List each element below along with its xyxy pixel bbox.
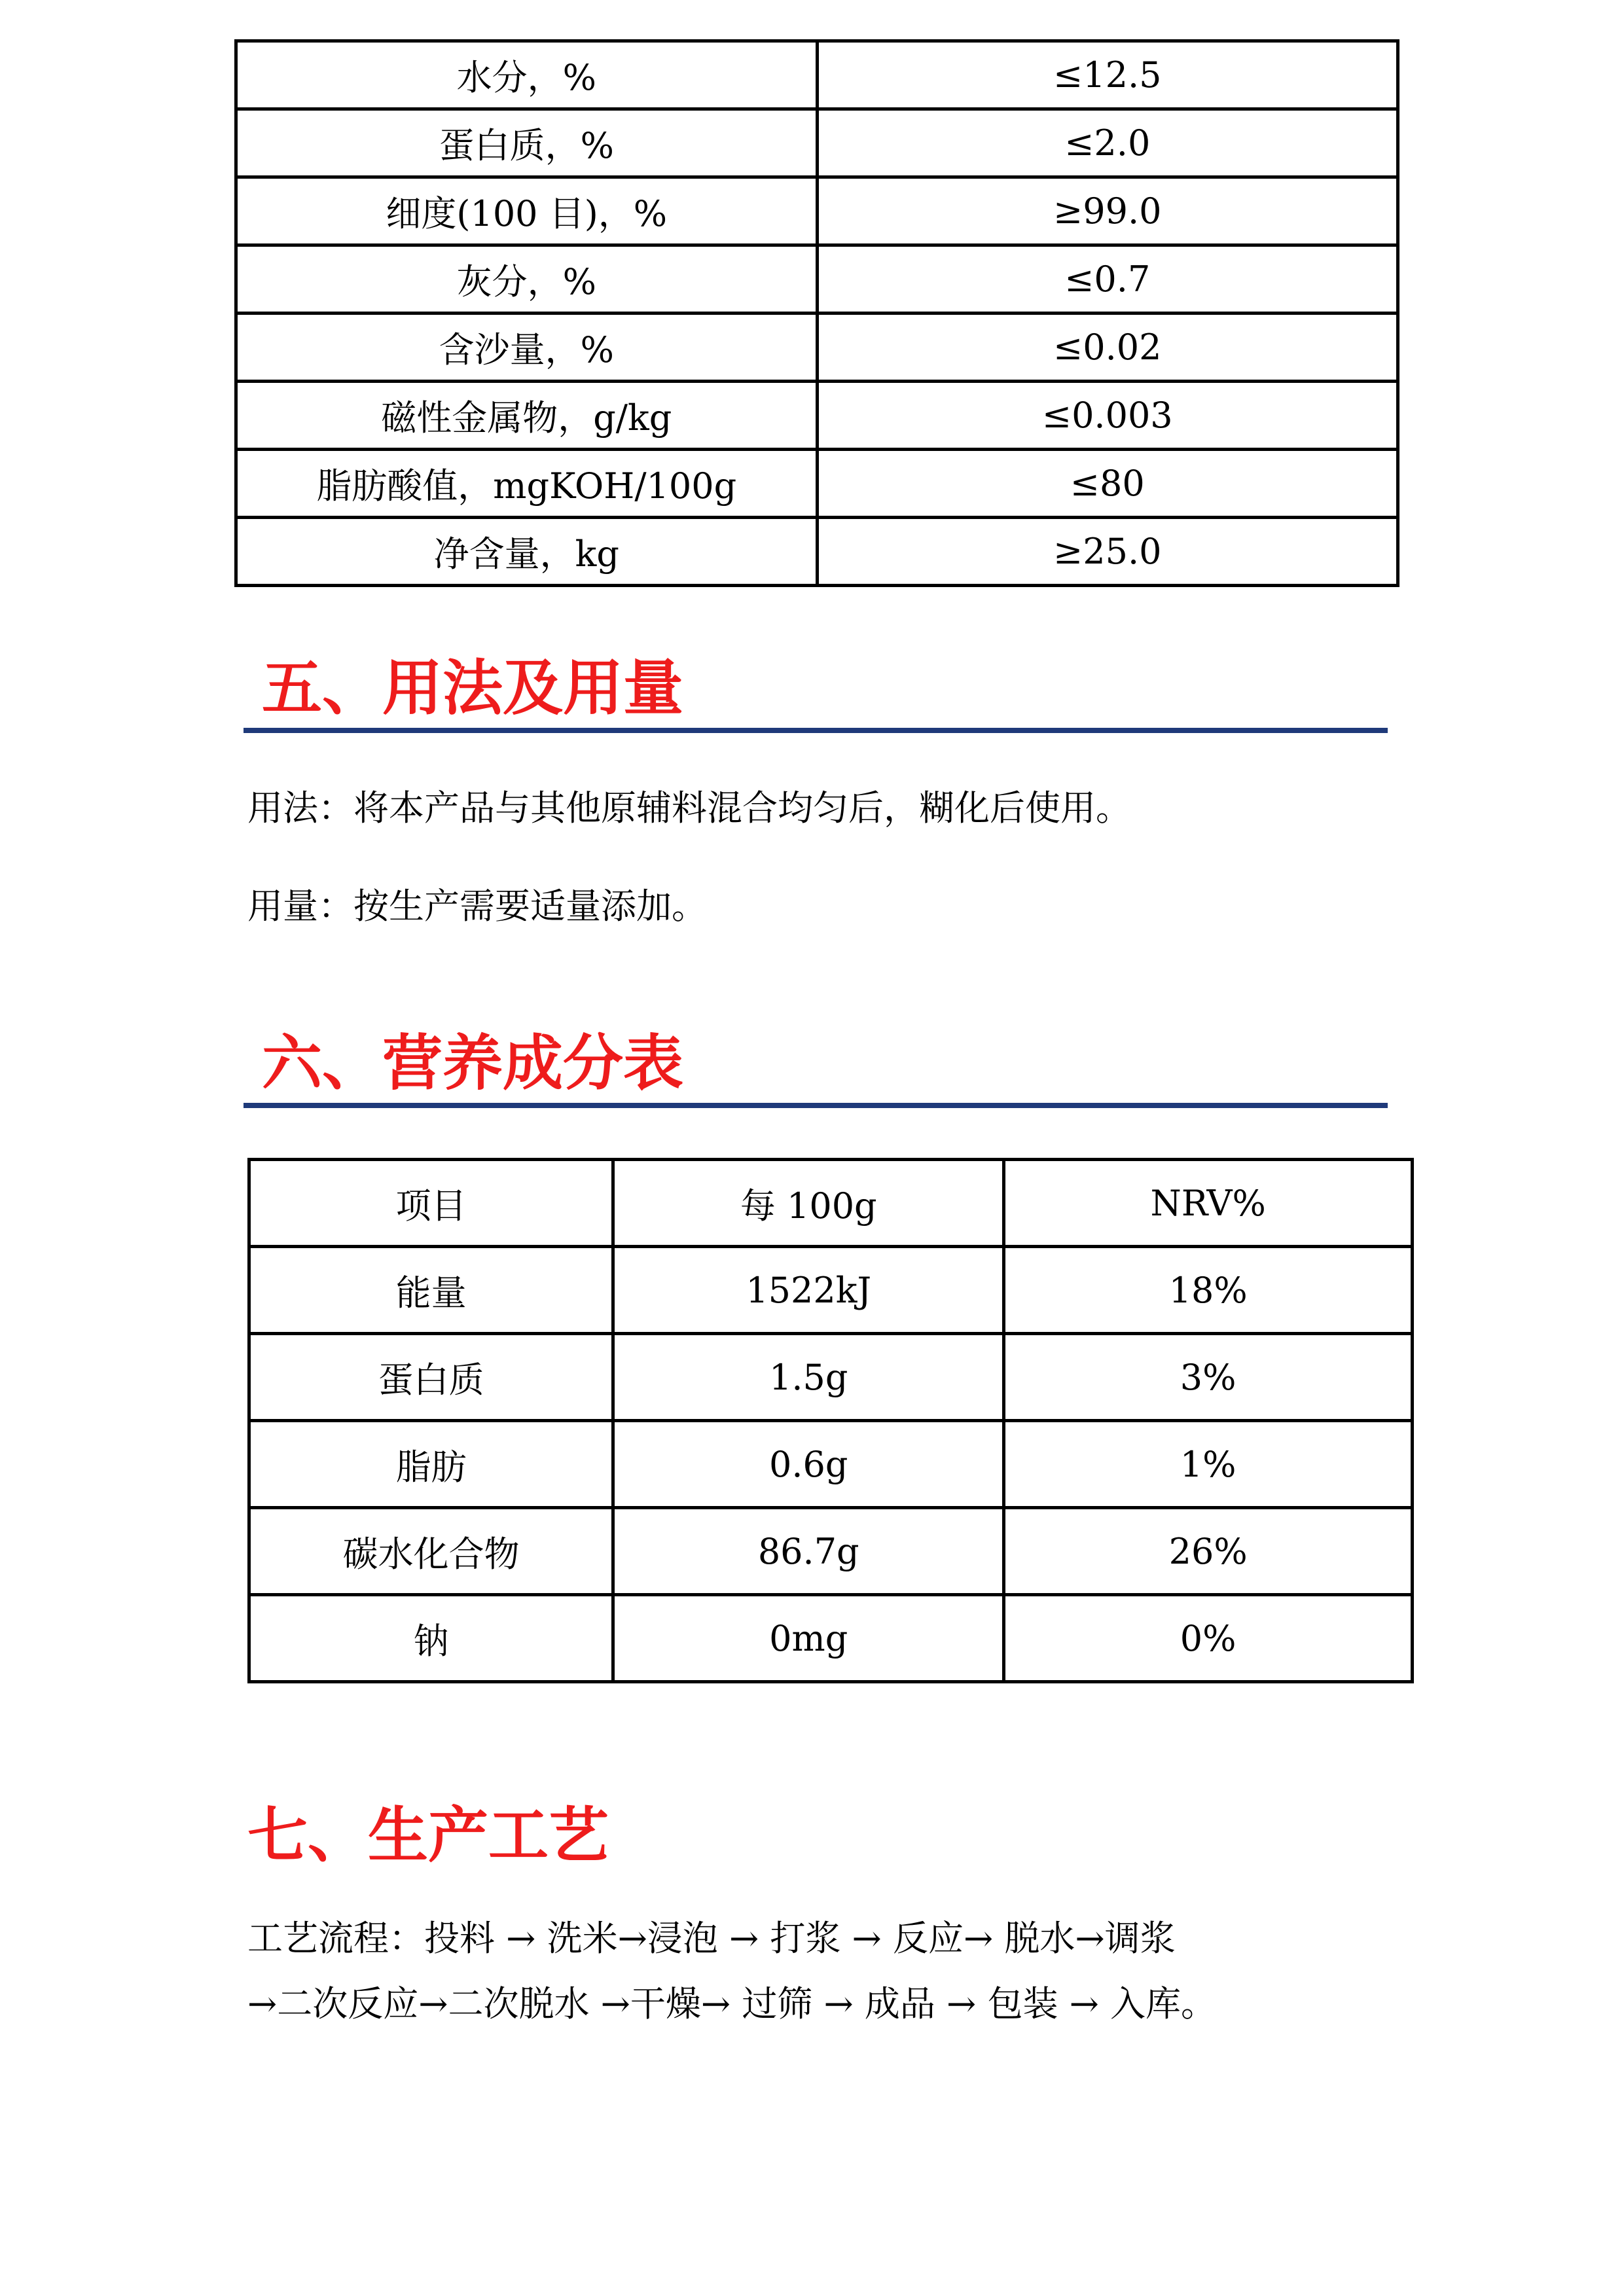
section-divider	[244, 728, 1388, 733]
nutrient-amount: 1522kJ	[613, 1247, 1004, 1334]
spec-item: 磁性金属物，g/kg	[236, 382, 818, 450]
table-row	[249, 1595, 1413, 1682]
nutrient-amount: 0mg	[613, 1595, 1004, 1682]
table-row	[236, 518, 1398, 586]
spec-value: ≤80	[817, 450, 1398, 518]
nutrition-table	[247, 1158, 1414, 1683]
table-row	[236, 41, 1398, 109]
spec-value: ≤2.0	[817, 109, 1398, 177]
table-row	[249, 1247, 1413, 1334]
section-title-usage: 五、用法及用量	[262, 653, 684, 723]
spec-item: 细度(100 目)，%	[236, 177, 818, 245]
section-divider	[244, 1103, 1388, 1108]
table-row	[236, 245, 1398, 314]
spec-value: ≥99.0	[817, 177, 1398, 245]
nutrient-amount: 0.6g	[613, 1421, 1004, 1508]
spec-item: 蛋白质，%	[236, 109, 818, 177]
table-row	[236, 314, 1398, 382]
dosage-text: 用量：按生产需要适量添加。	[247, 886, 707, 927]
column-header: NRV%	[1004, 1160, 1413, 1247]
spec-item: 水分，%	[236, 41, 818, 109]
usage-text: 用法：将本产品与其他原辅料混合均匀后，糊化后使用。	[247, 787, 1131, 829]
spec-value: ≤12.5	[817, 41, 1398, 109]
spec-value: ≤0.02	[817, 314, 1398, 382]
spec-item: 含沙量，%	[236, 314, 818, 382]
process-flow-line-1: 工艺流程：投料 → 洗米→浸泡 → 打浆 → 反应→ 脱水→调浆	[247, 1918, 1176, 1959]
table-row	[236, 382, 1398, 450]
nutrient-name: 钠	[249, 1595, 613, 1682]
column-header: 每 100g	[613, 1160, 1004, 1247]
nutrient-name: 能量	[249, 1247, 613, 1334]
nutrient-amount: 1.5g	[613, 1334, 1004, 1421]
nutrient-nrv: 18%	[1004, 1247, 1413, 1334]
table-row	[236, 450, 1398, 518]
table-row	[249, 1421, 1413, 1508]
nutrient-name: 脂肪	[249, 1421, 613, 1508]
nutrient-nrv: 3%	[1004, 1334, 1413, 1421]
section-title-process: 七、生产工艺	[247, 1800, 609, 1871]
table-header-row	[249, 1160, 1413, 1247]
nutrient-name: 蛋白质	[249, 1334, 613, 1421]
spec-item: 脂肪酸值，mgKOH/100g	[236, 450, 818, 518]
spec-table	[234, 39, 1399, 587]
spec-value: ≥25.0	[817, 518, 1398, 586]
nutrient-nrv: 0%	[1004, 1595, 1413, 1682]
table-row	[249, 1508, 1413, 1595]
nutrient-nrv: 1%	[1004, 1421, 1413, 1508]
nutrient-name: 碳水化合物	[249, 1508, 613, 1595]
nutrient-amount: 86.7g	[613, 1508, 1004, 1595]
section-title-nutrition: 六、营养成分表	[262, 1028, 684, 1098]
spec-item: 灰分，%	[236, 245, 818, 314]
table-row	[236, 109, 1398, 177]
spec-value: ≤0.7	[817, 245, 1398, 314]
table-row	[236, 177, 1398, 245]
process-flow-line-2: →二次反应→二次脱水 →干燥→ 过筛 → 成品 → 包装 → 入库。	[247, 1983, 1217, 2024]
spec-value: ≤0.003	[817, 382, 1398, 450]
nutrient-nrv: 26%	[1004, 1508, 1413, 1595]
spec-item: 净含量，kg	[236, 518, 818, 586]
table-row	[249, 1334, 1413, 1421]
column-header: 项目	[249, 1160, 613, 1247]
